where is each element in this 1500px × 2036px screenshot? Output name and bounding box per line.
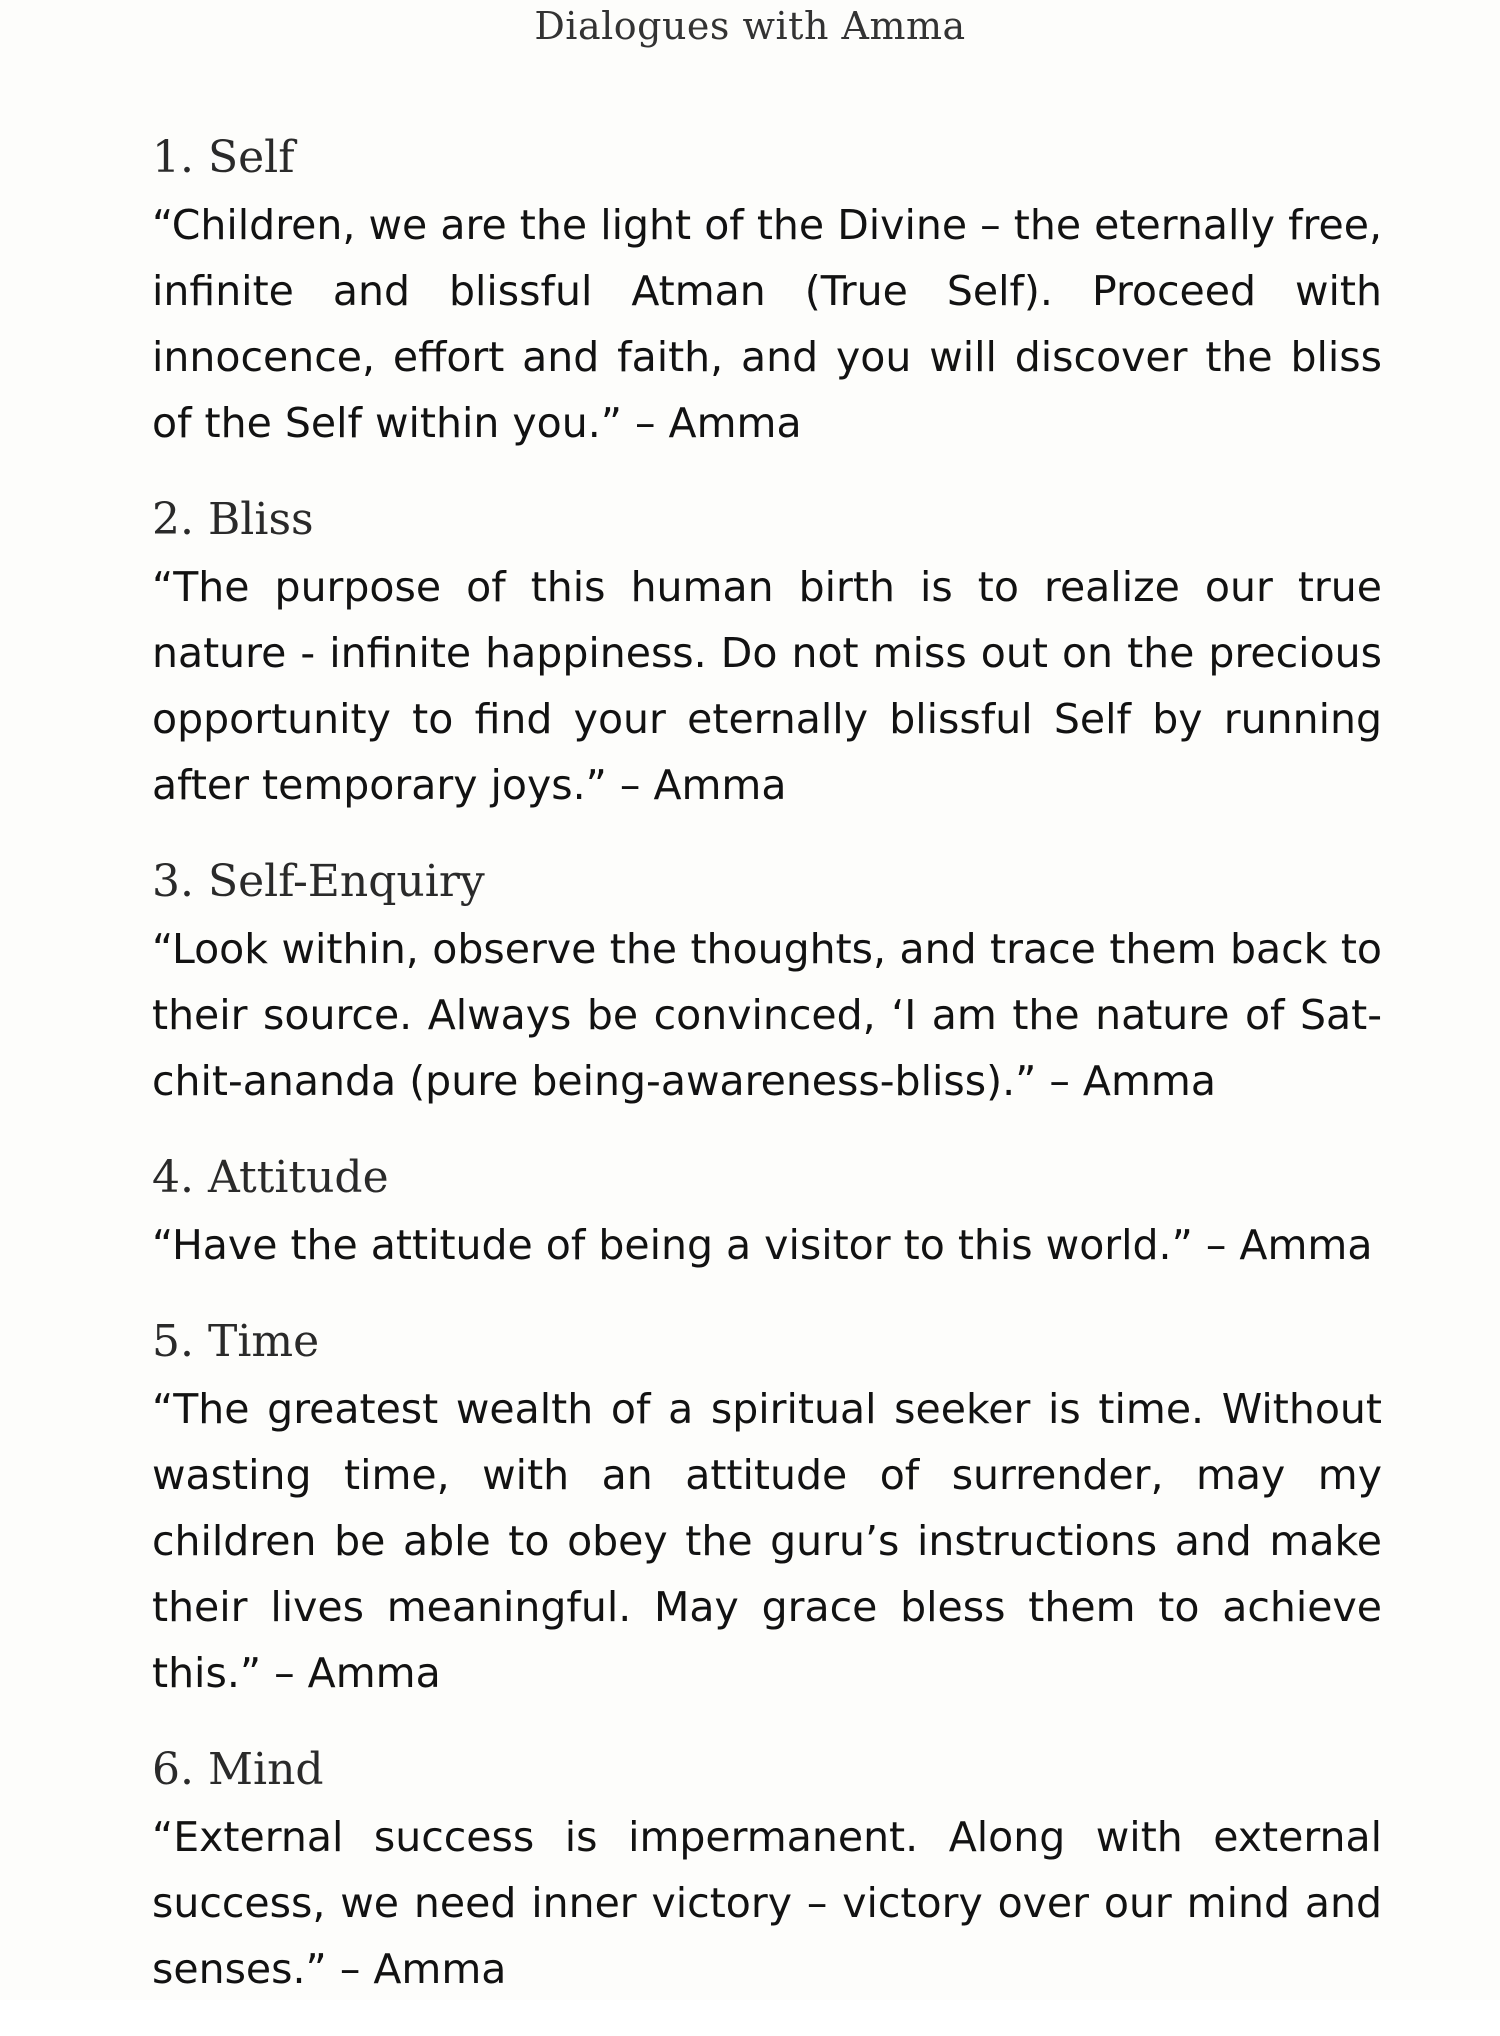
entry-heading: 3. Self-Enquiry bbox=[152, 856, 485, 907]
entry-bliss bbox=[152, 490, 1382, 818]
entry-heading: 4. Attitude bbox=[152, 1152, 389, 1203]
entry-list bbox=[152, 128, 1382, 2036]
entry-quote: “Have the attitude of being a visitor to this world.” – Amma bbox=[152, 1221, 1373, 1269]
entry-heading: 2. Bliss bbox=[152, 494, 314, 545]
entry-mind bbox=[152, 1740, 1382, 2002]
entry-self-enquiry bbox=[152, 852, 1382, 1114]
entry-quote: “The purpose of this human birth is to realize our true nature - infinite happiness. Do not miss out on the precious opportunity to find your eternally blissful Self by running after temporary joys.” – Amma bbox=[152, 563, 1382, 809]
entry-quote: “External success is impermanent. Along with external success, we need inner victory – victory over our mind and senses.” – Amma bbox=[152, 1813, 1382, 1993]
entry-self bbox=[152, 128, 1382, 456]
entry-quote: “The greatest wealth of a spiritual seeker is time. Without wasting time, with an attitude of surrender, may my children be able to obey the guru’s instructions and make their lives meaningful. May grace bless them to achieve this.” – Amma bbox=[152, 1385, 1382, 1697]
entry-attitude bbox=[152, 1148, 1382, 1278]
entry-heading: 1. Self bbox=[152, 132, 295, 183]
entry-heading: 6. Mind bbox=[152, 1744, 324, 1795]
entry-heading: 5. Time bbox=[152, 1316, 320, 1367]
entry-quote: “Look within, observe the thoughts, and trace them back to their source. Always be convinced, ‘I am the nature of Sat-chit-ananda (pure being-awareness-bliss).” – Amma bbox=[152, 925, 1382, 1105]
entry-quote: “Children, we are the light of the Divine – the eternally free, infinite and blissful Atman (True Self). Proceed with innocence, effort and faith, and you will discover the bliss of the Self within you.” – Amma bbox=[152, 201, 1382, 447]
running-header: Dialogues with Amma bbox=[534, 4, 966, 48]
entry-time bbox=[152, 1312, 1382, 1706]
